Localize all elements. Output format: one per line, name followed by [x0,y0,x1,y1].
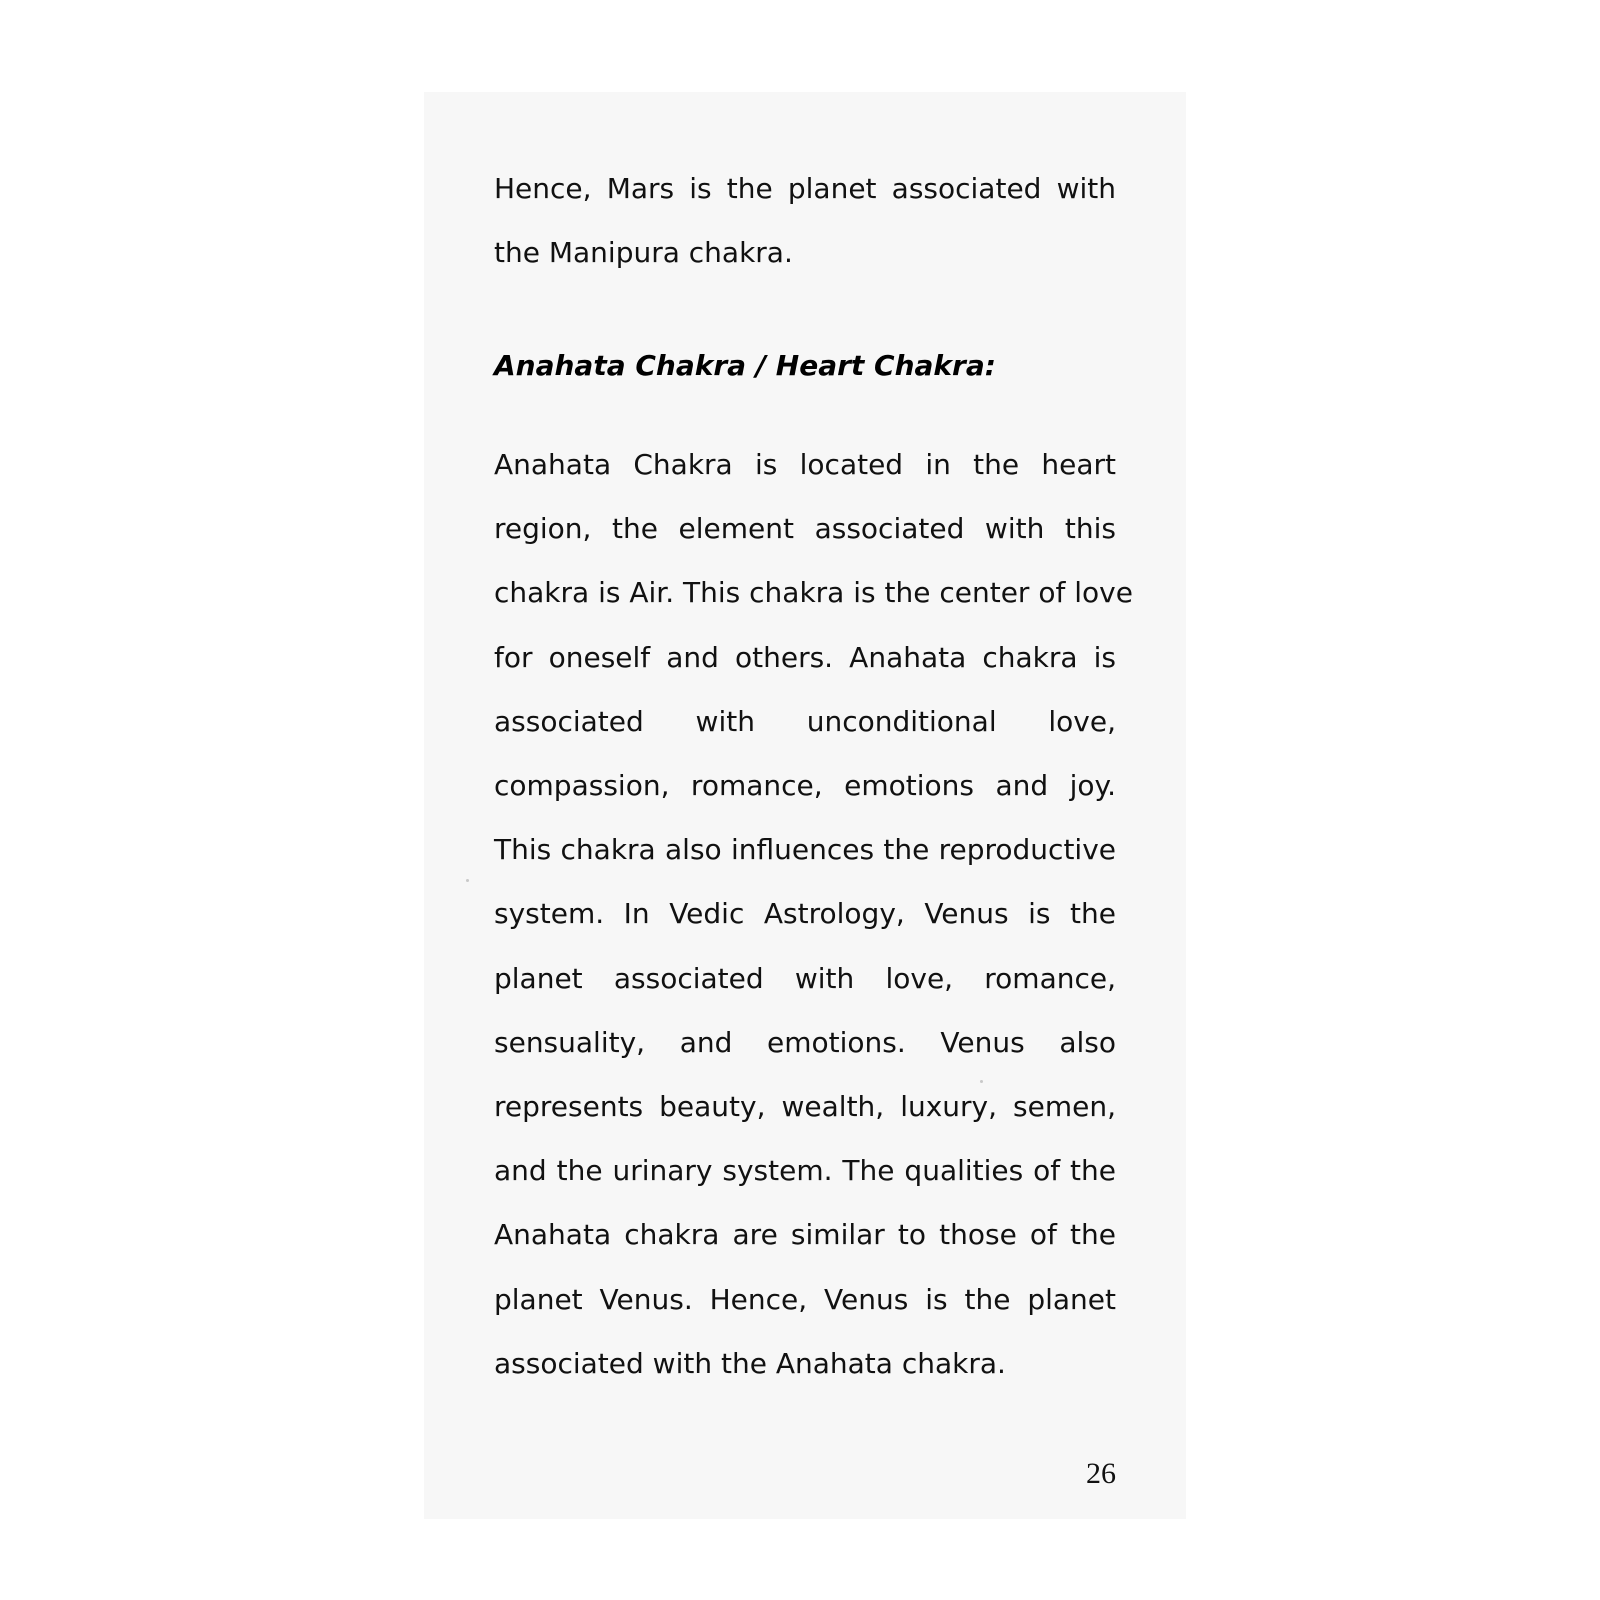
scan-speck [466,879,469,882]
text-line: compassion, romance, emotions and joy. [494,769,1116,803]
text-line: the Manipura chakra. [494,236,793,270]
section-heading: Anahata Chakra / Heart Chakra: [494,349,996,382]
text-line: This chakra also influences the reproductive [494,833,1116,867]
text-line: system. In Vedic Astrology, Venus is the [494,897,1116,931]
text-line: represents beauty, wealth, luxury, semen, [494,1090,1116,1124]
text-line: region, the element associated with this [494,512,1116,546]
paragraph-mars-conclusion [494,157,1116,285]
text-line: and the urinary system. The qualities of the [494,1154,1116,1188]
text-line: sensuality, and emotions. Venus also [494,1025,1116,1059]
text-line: associated with the Anahata chakra. [494,1346,1006,1380]
text-line: Hence, Mars is the planet associated with [494,172,1116,205]
scan-speck [980,1080,983,1083]
text-line: associated with unconditional love, [494,704,1116,738]
book-page [424,92,1186,1519]
text-line: planet associated with love, romance, [494,961,1116,995]
text-line: chakra is Air. This chakra is the center of love [494,576,1133,610]
text-line: planet Venus. Hence, Venus is the planet [494,1282,1116,1316]
text-line: for oneself and others. Anahata chakra is [494,640,1116,674]
page-number: 26 [1086,1457,1116,1490]
text-line: Anahata Chakra is located in the heart [494,448,1116,481]
text-line: Anahata chakra are similar to those of the [494,1218,1116,1252]
paragraph-anahata [494,433,1133,1396]
